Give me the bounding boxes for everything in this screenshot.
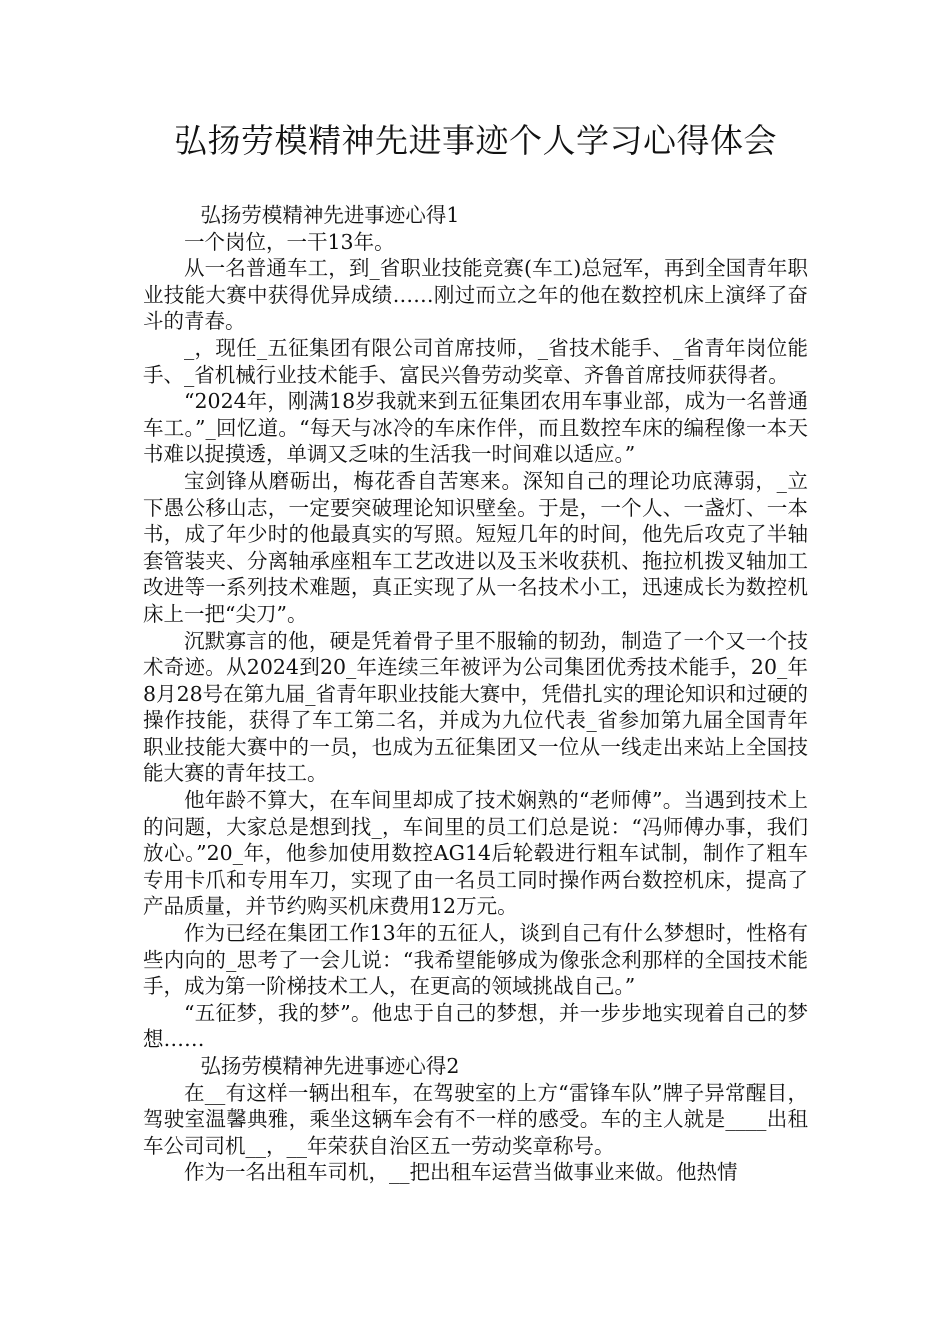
paragraph: 作为一名出租车司机，__把出租车运营当做事业来做。他热情 (184, 1160, 738, 1185)
section-heading: 弘扬劳模精神先进事迹心得1 (200, 203, 460, 227)
paragraph: 在__有这样一辆出租车，在驾驶室的上方“雷锋车队”牌子异常醒目，驾驶室温馨典雅，乘坐这辆车会有不一样的感受。车的主人就是____出租车公司司机__，__年荣获自治区五一劳动奖章称号。 (143, 1080, 808, 1158)
document-title: 弘扬劳模精神先进事迹个人学习心得体会 (174, 121, 777, 160)
paragraph: 宝剑锋从磨砺出，梅花香自苦寒来。深知自己的理论功底薄弱，_立下愚公移山志，一定要突破理论知识壁垒。于是，一个人、一盏灯、一本书，成了年少时的他最真实的写照。短短几年的时间，他先后攻克了半轴套管装夹、分离轴承座粗车工艺改进以及玉米收获机、拖拉机拨叉轴加工改进等一系列技术难题，真正实现了从一名技术小工，迅速成长为数控机床上一把“尖刀”。 (143, 468, 808, 626)
paragraph: 作为已经在集团工作13年的五征人，谈到自己有什么梦想时，性格有些内向的_思考了一会儿说：“我希望能够成为像张念利那样的全国技术能手，成为第一阶梯技术工人，在更高的领域挑战自己。” (143, 921, 808, 999)
paragraph: 一个岗位，一干13年。 (184, 229, 395, 254)
paragraph: 从一名普通车工，到_省职业技能竞赛(车工)总冠军，再到全国青年职业技能大赛中获得优异成绩……刚过而立之年的他在数控机床上演绎了奋斗的青春。 (143, 256, 808, 334)
paragraph: “五征梦，我的梦”。他忠于自己的梦想，并一步步地实现着自己的梦想…… (143, 1000, 808, 1052)
paragraph: _，现任_五征集团有限公司首席技师，_省技术能手、_省青年岗位能手、_省机械行业技术能手、富民兴鲁劳动奖章、齐鲁首席技师获得者。 (143, 335, 808, 387)
paragraph: 沉默寡言的他，硬是凭着骨子里不服输的韧劲，制造了一个又一个技术奇迹。从2024到20_年连续三年被评为公司集团优秀技术能手，20_年8月28号在第九届_省青年职业技能大赛中，凭借扎实的理论知识和过硬的操作技能，获得了车工第二名，并成为九位代表_省参加第九届全国青年职业技能大赛中的一员，也成为五征集团又一位从一线走出来站上全国技能大赛的青年技工。 (143, 628, 808, 786)
document-page (143, 118, 808, 1186)
paragraph: “2024年，刚满18岁我就来到五征集团农用车事业部，成为一名普通车工。”_回忆道。“每天与冰冷的车床作伴，而且数控车床的编程像一本天书难以捉摸透，单调又乏味的生活我一时间难以适应。” (143, 389, 808, 467)
section-heading: 弘扬劳模精神先进事迹心得2 (200, 1054, 460, 1078)
paragraph: 他年龄不算大，在车间里却成了技术娴熟的“老师傅”。当遇到技术上的问题，大家总是想到找_，车间里的员工们总是说：“冯师傅办事，我们放心。”20_年，他参加使用数控AG14后轮毂进行粗车试制，制作了粗车专用卡爪和专用车刀，实现了由一名员工同时操作两台数控机床，提高了产品质量，并节约购买机床费用12万元。 (143, 788, 808, 919)
